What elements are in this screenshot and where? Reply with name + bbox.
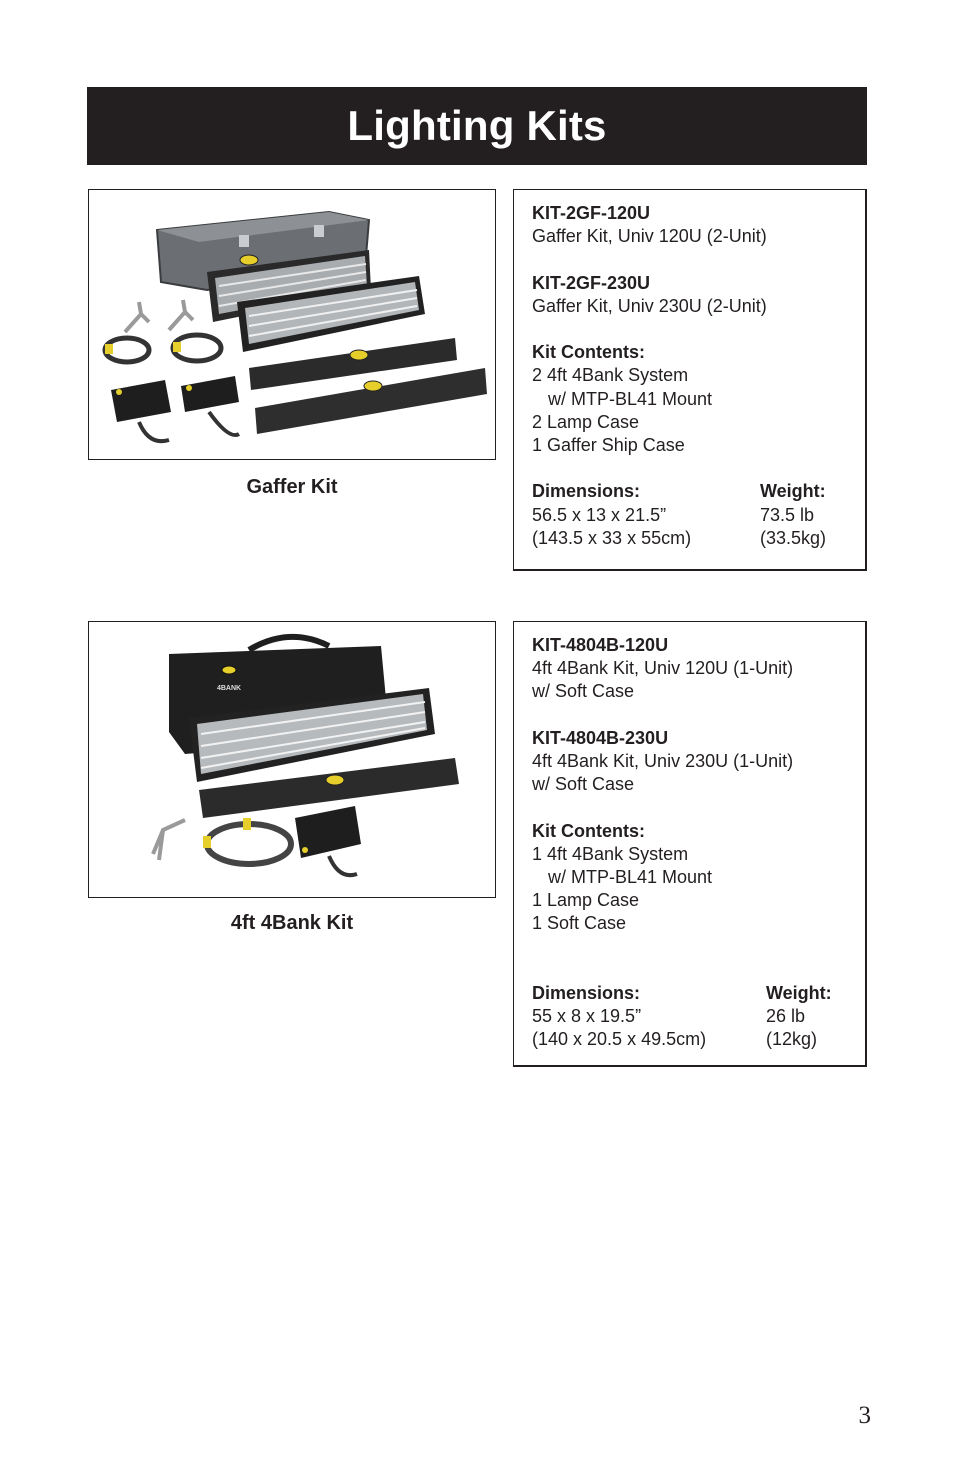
- dimensions-value: 56.5 x 13 x 21.5”: [532, 504, 667, 525]
- model-description: w/ Soft Case: [532, 681, 635, 702]
- model-description: 4ft 4Bank Kit, Univ 120U (1-Unit): [532, 658, 794, 679]
- model-description: Gaffer Kit, Univ 230U (2-Unit): [532, 295, 767, 316]
- model-code: KIT-4804B-120U: [532, 635, 669, 655]
- dimensions-value: 55 x 8 x 19.5”: [532, 1006, 642, 1027]
- 4bank-kit-photo: [88, 621, 496, 898]
- weight-value: (33.5kg): [760, 527, 827, 548]
- dimensions-weight-table: [532, 480, 847, 550]
- kit-contents-item: 1 Gaffer Ship Case: [532, 435, 685, 455]
- kit-contents-item: 1 Lamp Case: [532, 890, 640, 911]
- weight-value: 26 lb: [766, 1006, 806, 1027]
- page-title: Lighting Kits: [347, 102, 607, 149]
- gaffer-kit-illustration: [89, 190, 495, 459]
- gaffer-kit-photo: [88, 189, 496, 460]
- 4bank-kit-illustration: [89, 622, 495, 897]
- weight-label: Weight:: [760, 481, 826, 502]
- weight-label: Weight:: [766, 982, 832, 1003]
- kit-contents-item: 2 4ft 4Bank System: [532, 365, 689, 386]
- kit-contents-label: Kit Contents:: [532, 342, 645, 363]
- dimensions-label: Dimensions:: [532, 481, 641, 502]
- model-code: KIT-2GF-120U: [532, 203, 651, 223]
- dimensions-value: (143.5 x 33 x 55cm): [532, 527, 692, 548]
- gaffer-kit-caption: Gaffer Kit: [246, 476, 338, 498]
- dimensions-value: (140 x 20.5 x 49.5cm): [532, 1029, 707, 1050]
- page-number: 3: [858, 1402, 871, 1429]
- kit-contents-item: 1 4ft 4Bank System: [532, 843, 689, 864]
- kit-contents-item: 1 Soft Case: [532, 913, 627, 934]
- dimensions-weight-table: [532, 982, 847, 1052]
- model-code: KIT-4804B-230U: [532, 727, 669, 748]
- kit-contents-item: w/ MTP-BL41 Mount: [548, 388, 713, 409]
- weight-value: 73.5 lb: [760, 504, 815, 525]
- 4bank-kit-specs: [513, 621, 867, 1067]
- title-bar: [87, 87, 867, 165]
- model-description: w/ Soft Case: [532, 774, 635, 795]
- weight-value: (12kg): [766, 1029, 818, 1050]
- kit-contents-item: w/ MTP-BL41 Mount: [548, 867, 713, 887]
- model-description: 4ft 4Bank Kit, Univ 230U (1-Unit): [532, 751, 794, 771]
- model-code: KIT-2GF-230U: [532, 272, 651, 293]
- 4bank-kit-caption: 4ft 4Bank Kit: [230, 912, 354, 934]
- gaffer-kit-specs: [513, 189, 867, 571]
- kit-contents-label: Kit Contents:: [532, 820, 645, 841]
- model-description: Gaffer Kit, Univ 120U (2-Unit): [532, 226, 767, 247]
- dimensions-label: Dimensions:: [532, 982, 641, 1003]
- kit-contents-item: 2 Lamp Case: [532, 411, 640, 432]
- case-label: 4BANK: [216, 685, 242, 692]
